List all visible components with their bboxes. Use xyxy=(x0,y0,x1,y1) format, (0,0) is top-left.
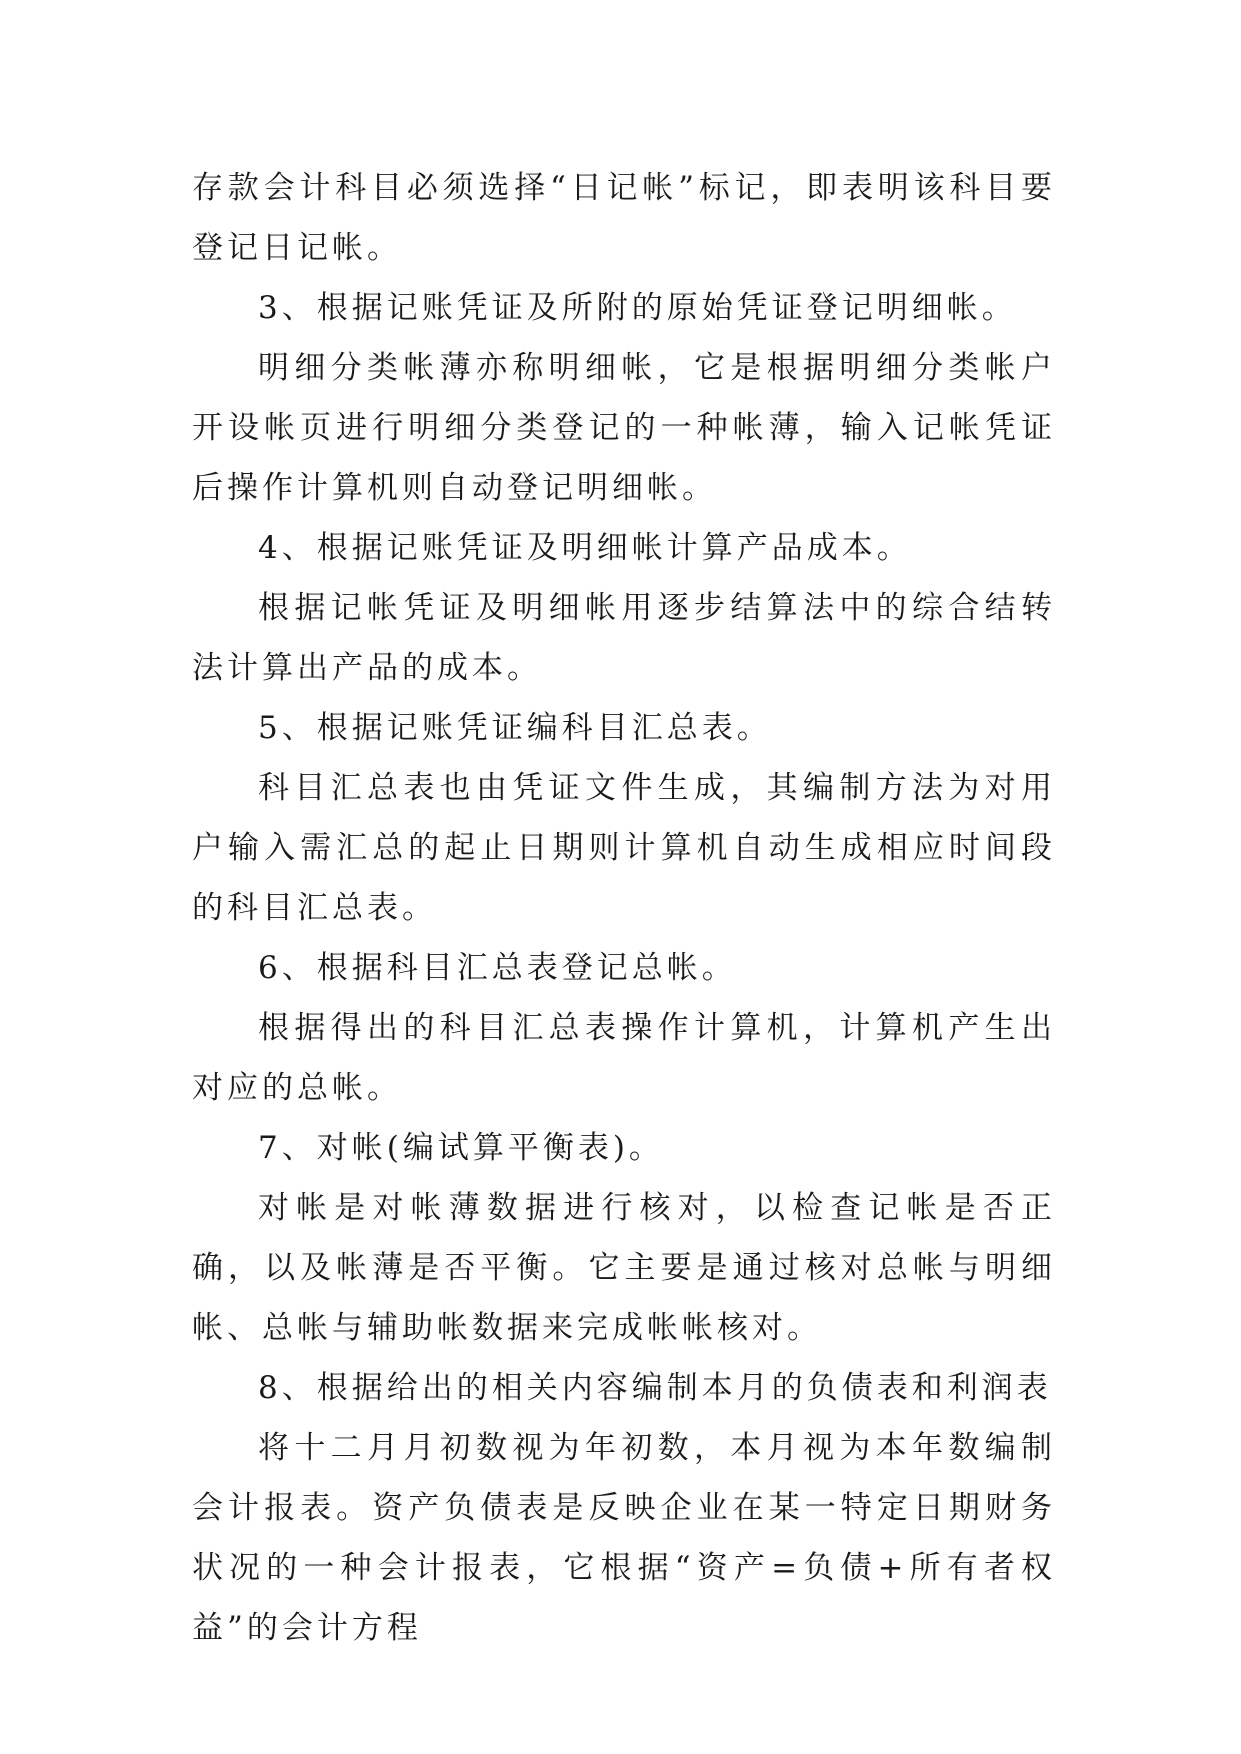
step-8-description: 将十二月月初数视为年初数，本月视为本年数编制会计报表。资产负债表是反映企业在某一特定日期财务状况的一种会计报表，它根据“资产=负债+所有者权益”的会计方程 xyxy=(192,1430,1056,1646)
paragraph-ledger-note: 存款会计科目必须选择“日记帐”标记，即表明该科目要登记日记帐。 xyxy=(192,170,1056,266)
step-7-description: 对帐是对帐薄数据进行核对，以检查记帐是否正确，以及帐薄是否平衡。它主要是通过核对总帐与明细帐、总帐与辅助帐数据来完成帐帐核对。 xyxy=(192,1190,1056,1346)
step-4-heading: 4、根据记账凭证及明细帐计算产品成本。 xyxy=(258,530,912,566)
step-6-description: 根据得出的科目汇总表操作计算机，计算机产生出对应的总帐。 xyxy=(192,1010,1056,1106)
step-4-description: 根据记帐凭证及明细帐用逐步结算法中的综合结转法计算出产品的成本。 xyxy=(192,590,1056,686)
step-3-heading: 3、根据记账凭证及所附的原始凭证登记明细帐。 xyxy=(258,290,1017,326)
step-3-description: 明细分类帐薄亦称明细帐，它是根据明细分类帐户开设帐页进行明细分类登记的一种帐薄，输入记帐凭证后操作计算机则自动登记明细帐。 xyxy=(192,350,1056,506)
step-6-heading: 6、根据科目汇总表登记总帐。 xyxy=(258,950,737,986)
document-body xyxy=(192,158,1056,1658)
step-5-heading: 5、根据记账凭证编科目汇总表。 xyxy=(258,710,772,746)
step-8-heading: 8、根据给出的相关内容编制本月的负债表和利润表 xyxy=(258,1370,1052,1406)
step-5-description: 科目汇总表也由凭证文件生成，其编制方法为对用户输入需汇总的起止日期则计算机自动生成相应时间段的科目汇总表。 xyxy=(192,770,1056,926)
step-7-heading: 7、对帐(编试算平衡表)。 xyxy=(258,1130,664,1166)
